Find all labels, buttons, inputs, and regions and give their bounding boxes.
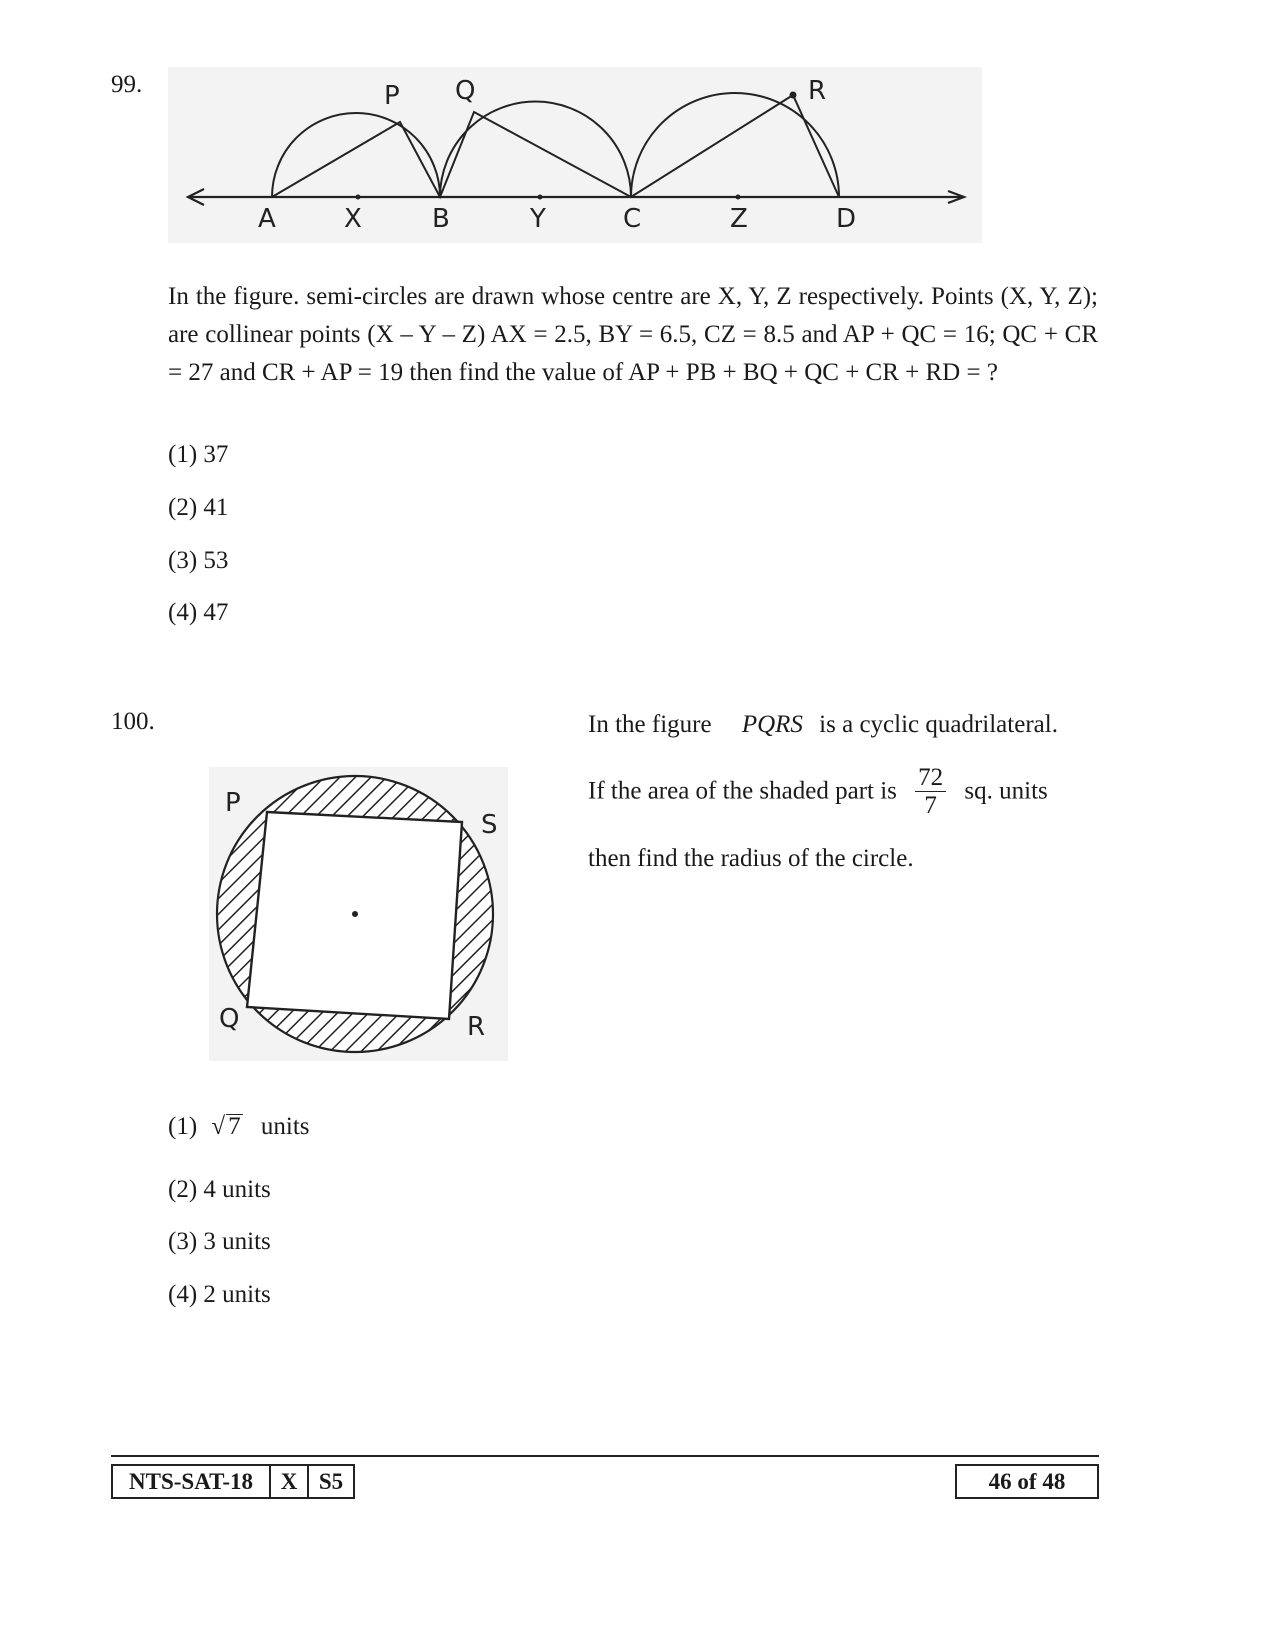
label-b: B <box>432 204 450 234</box>
semicircle-x <box>272 113 440 197</box>
footer-class: X <box>269 1464 309 1499</box>
q100-var-pqrs: PQRS <box>741 711 803 738</box>
footer-exam-code: NTS-SAT-18 <box>111 1464 271 1499</box>
footer-rule <box>111 1455 1099 1457</box>
q100-figure <box>209 767 508 1061</box>
fraction-72-7 <box>915 764 946 819</box>
label-p: P <box>225 788 241 818</box>
q99-figure <box>168 67 982 243</box>
q100-option-3[interactable]: (3) 3 units <box>168 1228 271 1255</box>
q99-option-2[interactable]: (2) 41 <box>168 494 229 521</box>
chords <box>272 95 839 197</box>
fraction-denominator: 7 <box>924 792 937 819</box>
q100-option-1-radicand: 7 <box>228 1113 241 1140</box>
tick-y <box>538 195 543 200</box>
q100-text-line2 <box>588 764 1048 819</box>
label-z: Z <box>730 204 748 234</box>
footer-section: S5 <box>307 1464 355 1499</box>
label-r: R <box>808 76 827 106</box>
label-q: Q <box>219 1004 240 1034</box>
q100-option-1-suffix: units <box>260 1113 310 1140</box>
tick-z <box>736 195 741 200</box>
sqrt-icon: √ <box>211 1113 226 1140</box>
q100-line1-pre: In the figure <box>588 711 712 738</box>
q99-option-3[interactable]: (3) 53 <box>168 547 229 574</box>
label-x: X <box>344 204 362 234</box>
q100-line2-post: sq. units <box>964 777 1048 805</box>
semicircle-y <box>440 102 631 197</box>
label-s: S <box>481 810 498 840</box>
footer-code-box <box>111 1464 355 1499</box>
footer-page-number: 46 of 48 <box>955 1464 1099 1499</box>
q99-option-1[interactable]: (1) 37 <box>168 441 229 468</box>
q100-line2-pre: If the area of the shaded part is <box>588 777 897 805</box>
q99-text: In the figure. semi-circles are drawn whose centre are X, Y, Z respectively. Points (X, Y, Z); are collinear points (X – Y – Z) AX = 2.5, BY = 6.5, CZ = 8.5 and AP + QC = 16; QC + CR = 27 and CR + AP = 19 then find the value of AP + PB + BQ + QC + CR + RD = ? <box>168 283 1098 386</box>
q100-number: 100. <box>111 708 155 735</box>
semicircles-diagram <box>168 67 982 243</box>
circle-centre <box>352 911 358 917</box>
point-r-dot <box>790 92 797 99</box>
q100-option-1[interactable] <box>168 1113 310 1141</box>
q100-option-1-prefix: (1) <box>168 1113 198 1140</box>
q100-text-line3: then find the radius of the circle. <box>588 845 914 872</box>
fraction-numerator: 72 <box>915 764 946 792</box>
q99-number: 99. <box>111 71 143 98</box>
tick-x <box>356 195 361 200</box>
label-d: D <box>836 204 857 234</box>
label-q: Q <box>455 76 476 106</box>
label-p: P <box>384 81 400 111</box>
label-a: A <box>258 204 276 234</box>
label-c: C <box>623 204 642 234</box>
label-y: Y <box>530 204 546 234</box>
semicircle-z <box>631 93 839 197</box>
q100-option-4[interactable]: (4) 2 units <box>168 1281 271 1308</box>
q100-option-2[interactable]: (2) 4 units <box>168 1176 271 1203</box>
q99-option-4[interactable]: (4) 47 <box>168 599 229 626</box>
cyclic-quadrilateral-diagram <box>209 767 508 1061</box>
q100-text-line1 <box>588 706 1108 744</box>
label-r: R <box>467 1012 486 1042</box>
q100-line1-post: is a cyclic quadrilateral. <box>819 711 1058 738</box>
